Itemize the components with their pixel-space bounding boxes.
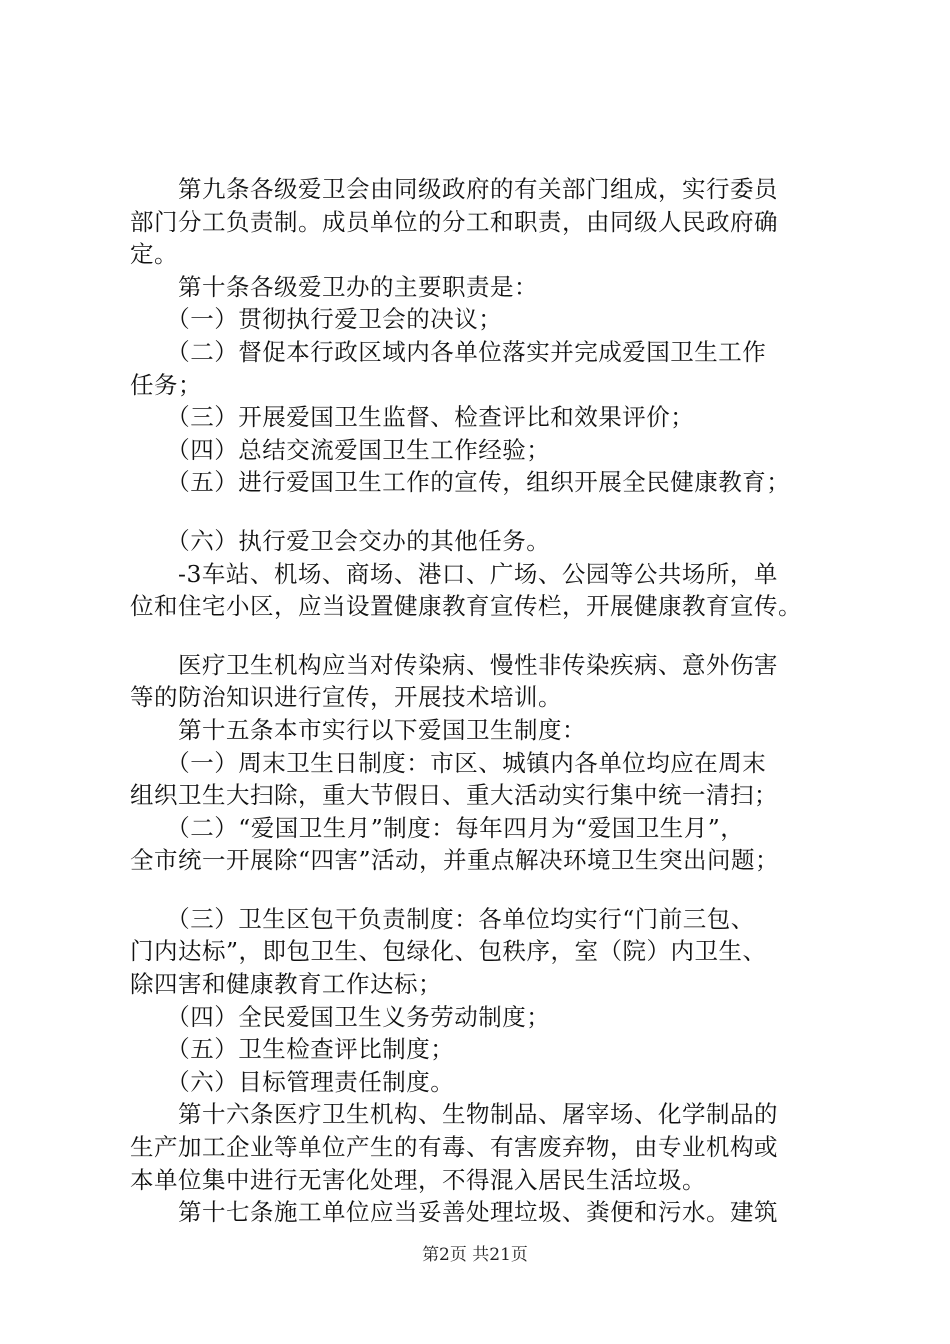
text-line: 定。 (130, 240, 178, 269)
text-line: 任务； (130, 370, 202, 399)
text-line: （五）进行爱国卫生工作的宣传，组织开展全民健康教育； (130, 468, 791, 497)
text-line: 门内达标”，即包卫生、包绿化、包秩序，室（院）内卫生、 (130, 937, 767, 966)
text-line: 第十条各级爱卫办的主要职责是： (130, 272, 538, 301)
text-line: （四）全民爱国卫生义务劳动制度； (130, 1002, 551, 1031)
text-line: （三）开展爱国卫生监督、检查评比和效果评价； (130, 403, 695, 432)
text-line: 第十六条医疗卫生机构、生物制品、屠宰场、化学制品的 (130, 1100, 778, 1129)
text-line: （二）督促本行政区域内各单位落实并完成爱国卫生工作 (130, 337, 767, 366)
text-line: 除四害和健康教育工作达标； (130, 970, 442, 999)
text-line: （一）贯彻执行爱卫会的决议； (130, 305, 503, 334)
text-line: 组织卫生大扫除，重大节假日、重大活动实行集中统一清扫； (130, 781, 778, 810)
text-line: （二）“爱国卫生月”制度：每年四月为“爱国卫生月”， (130, 813, 745, 842)
text-line: 第十七条施工单位应当妥善处理垃圾、粪便和污水。建筑 (130, 1198, 778, 1227)
text-line: 医疗卫生机构应当对传染病、慢性非传染疾病、意外伤害 (130, 650, 778, 679)
text-line: （三）卫生区包干负责制度：各单位均实行“门前三包、 (130, 904, 755, 933)
document-body (130, 173, 842, 1229)
text-line: （四）总结交流爱国卫生工作经验； (130, 435, 551, 464)
text-line: -3车站、机场、商场、港口、广场、公园等公共场所，单 (130, 559, 778, 588)
text-line: 本单位集中进行无害化处理，不得混入居民生活垃圾。 (130, 1165, 706, 1194)
text-line: （五）卫生检查评比制度； (130, 1035, 455, 1064)
text-line: 位和住宅小区，应当设置健康教育宣传栏，开展健康教育宣传。 (130, 592, 802, 621)
text-line: 第九条各级爱卫会由同级政府的有关部门组成，实行委员 (130, 175, 778, 203)
text-line: （六）目标管理责任制度。 (130, 1067, 455, 1096)
text-line: 全市统一开展除“四害”活动，并重点解决环境卫生突出问题； (130, 846, 780, 875)
text-line: （一）周末卫生日制度：市区、城镇内各单位均应在周末 (130, 748, 767, 777)
text-line: （六）执行爱卫会交办的其他任务。 (130, 526, 551, 555)
text-line: 第十五条本市实行以下爱国卫生制度： (130, 715, 586, 744)
page-footer: 第2页 共21页 (422, 1245, 528, 1265)
text-line: 部门分工负责制。成员单位的分工和职责，由同级人民政府确 (130, 207, 778, 236)
text-line: 等的防治知识进行宣传，开展技术培训。 (130, 683, 562, 712)
text-line: 生产加工企业等单位产生的有毒、有害废弃物，由专业机构或 (130, 1133, 778, 1162)
